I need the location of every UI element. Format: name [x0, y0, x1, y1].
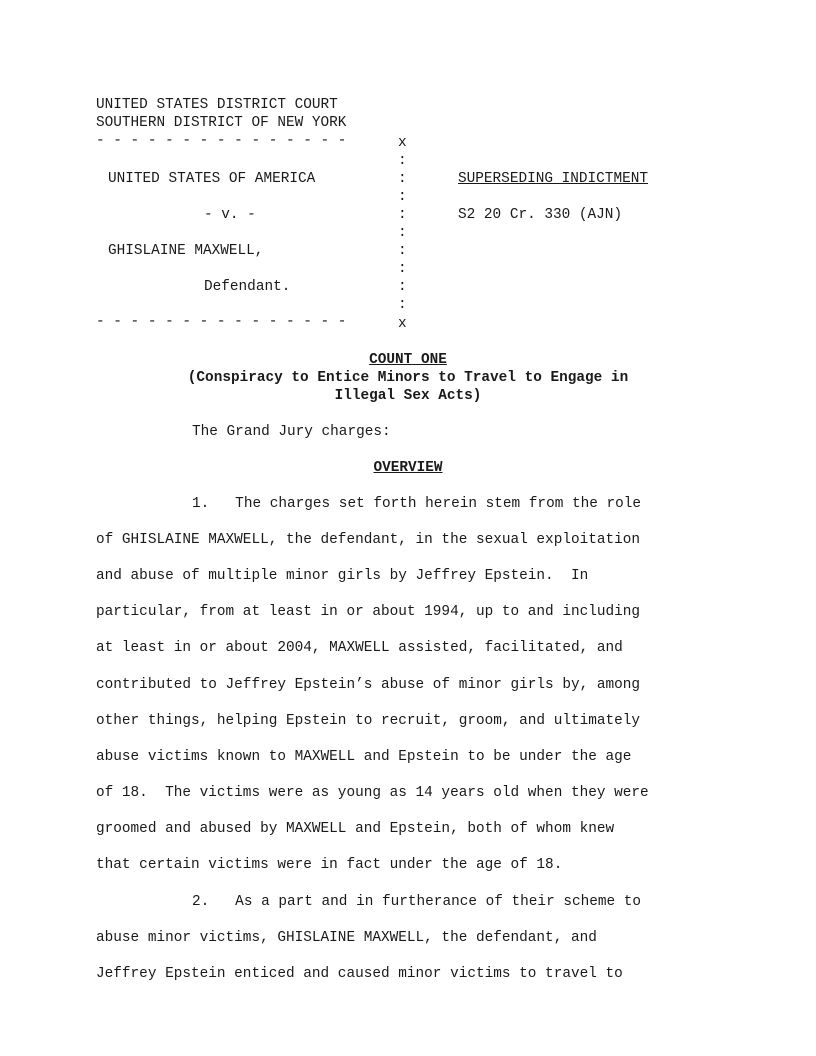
paragraph-1-line: of 18. The victims were as young as 14 years old when they were — [96, 785, 649, 801]
court-district: SOUTHERN DISTRICT OF NEW YORK — [96, 115, 347, 131]
caption-colon: : — [398, 225, 407, 241]
versus-label: - v. - — [204, 207, 256, 223]
caption-dash-line-top: - - - - - - - - - - - - - - - — [96, 133, 347, 149]
paragraph-1-line: at least in or about 2004, MAXWELL assisted, facilitated, and — [96, 640, 623, 656]
document-title: SUPERSEDING INDICTMENT — [458, 171, 648, 187]
caption-x-top: x — [398, 135, 407, 151]
defendant-name: GHISLAINE MAXWELL, — [108, 243, 264, 259]
paragraph-1-line: other things, helping Epstein to recruit, groom, and ultimately — [96, 713, 641, 729]
defendant-label: Defendant. — [204, 279, 291, 295]
paragraph-1-line: abuse victims known to MAXWELL and Epstein to be under the age — [96, 749, 632, 765]
caption-colon: : — [398, 261, 407, 277]
count-subheading-line2: Illegal Sex Acts) — [334, 388, 482, 404]
caption-colon: : — [398, 153, 407, 169]
caption-colon: : — [398, 243, 407, 259]
plaintiff-name: UNITED STATES OF AMERICA — [108, 171, 316, 187]
paragraph-1-line: groomed and abused by MAXWELL and Epstein, both of whom knew — [96, 821, 615, 837]
count-subheading-line1: (Conspiracy to Entice Minors to Travel to Engage in — [187, 370, 629, 386]
paragraph-2-line: abuse minor victims, GHISLAINE MAXWELL, the defendant, and — [96, 930, 597, 946]
caption-colon: : — [398, 189, 407, 205]
grand-jury-intro: The Grand Jury charges: — [192, 424, 391, 440]
caption-colon: : — [398, 279, 407, 295]
paragraph-2-line: Jeffrey Epstein enticed and caused minor victims to travel to — [96, 966, 623, 982]
caption-colon: : — [398, 171, 407, 187]
caption-colon: : — [398, 297, 407, 313]
paragraph-1-line: that certain victims were in fact under the age of 18. — [96, 857, 563, 873]
case-number: S2 20 Cr. 330 (AJN) — [458, 207, 623, 223]
caption-dash-line-bottom: - - - - - - - - - - - - - - - — [96, 314, 347, 330]
caption-colon: : — [398, 207, 407, 223]
overview-heading: OVERVIEW — [373, 460, 443, 476]
count-heading: COUNT ONE — [369, 352, 447, 368]
paragraph-1-line: particular, from at least in or about 1994, up to and including — [96, 604, 641, 620]
paragraph-1-line: contributed to Jeffrey Epstein’s abuse of minor girls by, among — [96, 677, 641, 693]
paragraph-1-line: 1. The charges set forth herein stem from the role — [192, 496, 642, 512]
paragraph-1-line: of GHISLAINE MAXWELL, the defendant, in the sexual exploitation — [96, 532, 641, 548]
paragraph-1-line: and abuse of multiple minor girls by Jeffrey Epstein. In — [96, 568, 589, 584]
court-name: UNITED STATES DISTRICT COURT — [96, 97, 338, 113]
caption-x-bottom: x — [398, 316, 407, 332]
paragraph-2-line: 2. As a part and in furtherance of their scheme to — [192, 894, 642, 910]
